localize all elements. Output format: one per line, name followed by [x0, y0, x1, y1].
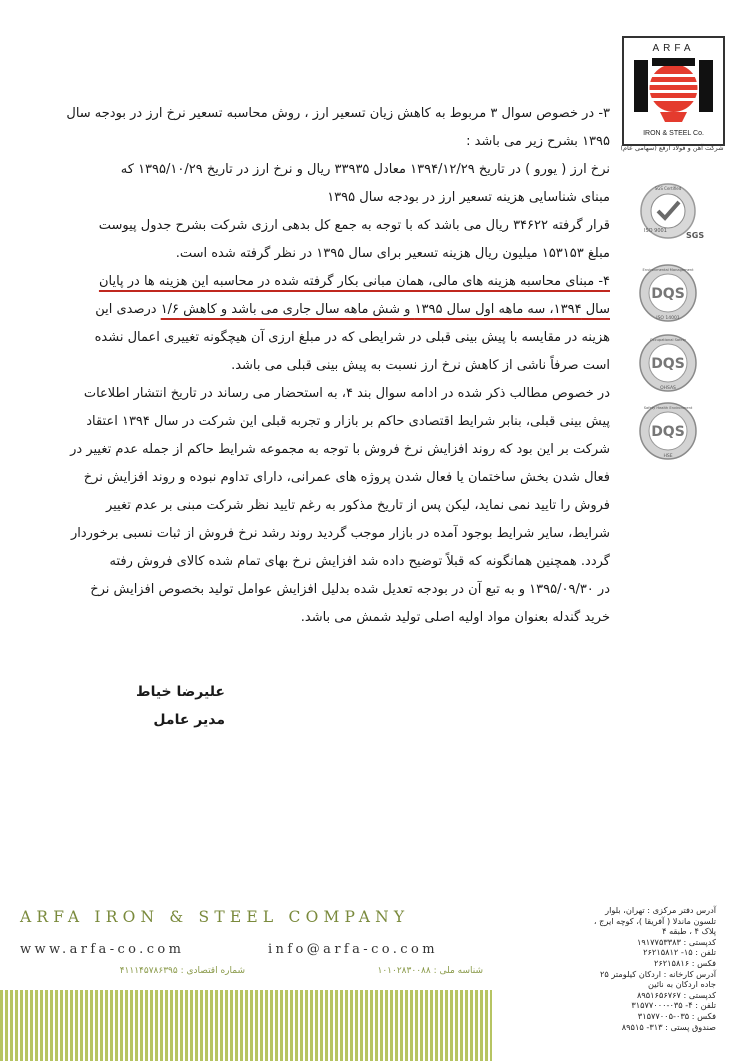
- body-line: قرار گرفته ۳۴۶۲۲ ریال می باشد که با توجه به جمع کل بدهی ارزی شرکت بشرح جدول پیوست: [98, 218, 610, 233]
- footer-website: www.arfa-co.com: [20, 942, 185, 957]
- dqs-hse-icon: [630, 400, 710, 462]
- body-line: خرید گندله بعنوان مواد اولیه اصلی تولید شمش می باشد.: [300, 610, 610, 625]
- body-line: پیش بینی قبلی، بنابر شرایط اقتصادی حاکم بر بازار و تجربه قبلی این شرکت در سال ۱۳۹۴ اعتقاد: [86, 414, 610, 429]
- dqs-ohsas-icon: [630, 332, 710, 394]
- address-line: آدرس کارخانه : اردکان کیلومتر ۲۵: [600, 968, 716, 979]
- body-line-underlined: [55, 296, 610, 324]
- body-line: ۳- در خصوص سوال ۳ مربوط به کاهش زیان تسعیر ارز ، روش محاسبه تسعیر نرخ ارز در بودجه سال: [66, 106, 610, 121]
- logo-brand: ARFA: [652, 43, 695, 54]
- sgs-iso9001-icon: [630, 180, 710, 242]
- cert-1-bottom: SGS: [686, 231, 705, 240]
- cert-1-top: SGS Certified: [654, 186, 682, 191]
- body-line: فعال شدن بخش ساختمان یا فعال شدن پروژه های عمرانی، دارای تداوم نبوده و روند افزایش نرخ: [83, 470, 610, 485]
- body-line: است صرفاً ناشی از کاهش نرخ ارز نسبت به پیش بینی قبلی می باشد.: [231, 358, 610, 373]
- cert-4-bottom: HSE: [663, 454, 673, 459]
- logo-caption: شرکت آهن و فولاد ارفع (سهامی عام): [620, 144, 724, 152]
- address-line: پلاک ۴ ، طبقه ۴: [662, 926, 716, 937]
- address-line: تلسون ماندلا ( آفریقا )، کوچه ایرج ،: [593, 915, 716, 926]
- body-line: ۱۳۹۵ بشرح زیر می باشد :: [466, 134, 610, 149]
- footer-national-id: شناسه ملی : ۱۰۱۰۲۸۳۰۰۸۸: [377, 966, 483, 976]
- body-line: فروش را تایید نمی نماید، لیکن پس از تاریخ مذکور به رغم تایید نظر شرکت مبنی بر عدم تغییر: [105, 498, 610, 513]
- address-line: فکس : ۰۳۵-۳۱۵۷۷۰۰۵: [637, 1010, 716, 1021]
- cert-4-top: Safety Health Environment: [643, 406, 693, 410]
- cert-2-top: Environmental Management: [642, 268, 694, 272]
- body-line: شرایط، سایر شرایط بوجود آمده در بازار موجب گردید روند رشد نرخ فروش از ثبات نسبی برخوردار: [70, 526, 610, 541]
- body-text-tail: درصدی این: [95, 302, 161, 317]
- body-line: شرکت بر این بود که روند افزایش نرخ فروش با توجه به مجموعه شرایط حاکم از جمله عدم تغییر در: [70, 442, 610, 457]
- address-line: صندوق پستی : ۳۱۳- ۸۹۵۱۵: [621, 1021, 716, 1032]
- address-line: جاده اردکان به نائین: [647, 979, 716, 990]
- address-line: تلفن : ۱۵- ۲۶۲۱۵۸۱۲: [643, 947, 716, 958]
- letter-body: [55, 100, 610, 632]
- address-line: کدپستی : ۸۹۵۱۶۵۶۷۶۷: [636, 989, 716, 1000]
- arfa-logo: [622, 36, 725, 146]
- footer-economic-code: شماره اقتصادی : ۴۱۱۱۴۵۷۸۶۳۹۵: [119, 966, 245, 976]
- footer-stripe-band: [0, 990, 492, 1061]
- body-line: نرخ ارز ( یورو ) در تاریخ ۱۳۹۴/۱۲/۲۹ معادل ۳۳۹۳۵ ریال و نرخ ارز در تاریخ ۱۳۹۵/۱۰/۲۹ که: [120, 162, 610, 177]
- signatory-title: مدیر عامل: [153, 712, 225, 728]
- arfa-emblem-icon: [624, 38, 723, 144]
- svg-text:DQS: DQS: [651, 286, 685, 302]
- cert-3-bottom: OHSAS: [660, 386, 676, 391]
- cert-1-iso: ISO 9001: [644, 228, 667, 234]
- signatory-name: علیرضا خیاط: [136, 684, 225, 700]
- svg-text:DQS: DQS: [651, 356, 685, 372]
- underlined-text: سال ۱۳۹۴، سه ماهه اول سال ۱۳۹۵ و شش ماهه سال جاری می باشد و کاهش ۱/۶: [160, 302, 610, 317]
- underlined-text: ۴- مبنای محاسبه هزینه های مالی، همان مبانی بکار گرفته شده در محاسبه این هزینه ها در پایان: [98, 274, 610, 289]
- address-line: فکس : ۲۶۲۱۵۸۱۶: [653, 957, 716, 968]
- footer-email: info@arfa-co.com: [268, 942, 438, 957]
- svg-text:DQS: DQS: [651, 424, 685, 440]
- address-line: کدپستی : ۱۹۱۷۷۵۳۳۸۳: [636, 936, 716, 947]
- dqs-iso14001-icon: [630, 262, 710, 324]
- logo-sub: IRON & STEEL Co.: [643, 130, 704, 137]
- body-line: در ۱۳۹۵/۰۹/۳۰ و به تبع آن در بودجه تعدیل شده بدلیل افزایش عوامل تولید بخصوص افزایش نرخ: [90, 582, 610, 597]
- body-line: در خصوص مطالب ذکر شده در ادامه سوال بند ۴، به استحضار می رساند در تاریخ انتشار اطلاعات: [83, 386, 610, 401]
- body-line: گردد. همچنین همانگونه که قبلاً توضیح داده شد افزایش نرخ بهای تمام شده کالای فروش رفته: [109, 554, 610, 569]
- body-line: مبلغ ۱۵۳۱۵۳ میلیون ریال هزینه تسعیر برای سال ۱۳۹۵ در نظر گرفته شده است.: [175, 246, 610, 261]
- footer-address: [566, 905, 716, 1032]
- cert-2-bottom: ISO 14001: [656, 316, 680, 321]
- body-line-underlined: [55, 268, 610, 296]
- footer-company-name: ARFA IRON & STEEL COMPANY: [20, 908, 410, 926]
- address-line: آدرس دفتر مرکزی : تهران، بلوار: [605, 905, 716, 915]
- cert-3-top: Occupational Safety: [649, 338, 687, 342]
- address-line: تلفن : ۴- ۰۳۵-۳۱۵۷۷۰۰۰: [631, 1000, 716, 1011]
- body-line: مبنای شناسایی هزینه تسعیر ارز در بودجه سال ۱۳۹۵: [327, 190, 610, 205]
- body-line: هزینه در مقایسه با پیش بینی قبلی در شرایطی که در مبلغ ارزی آن هیچگونه تغییری اعمال نشده: [94, 330, 610, 345]
